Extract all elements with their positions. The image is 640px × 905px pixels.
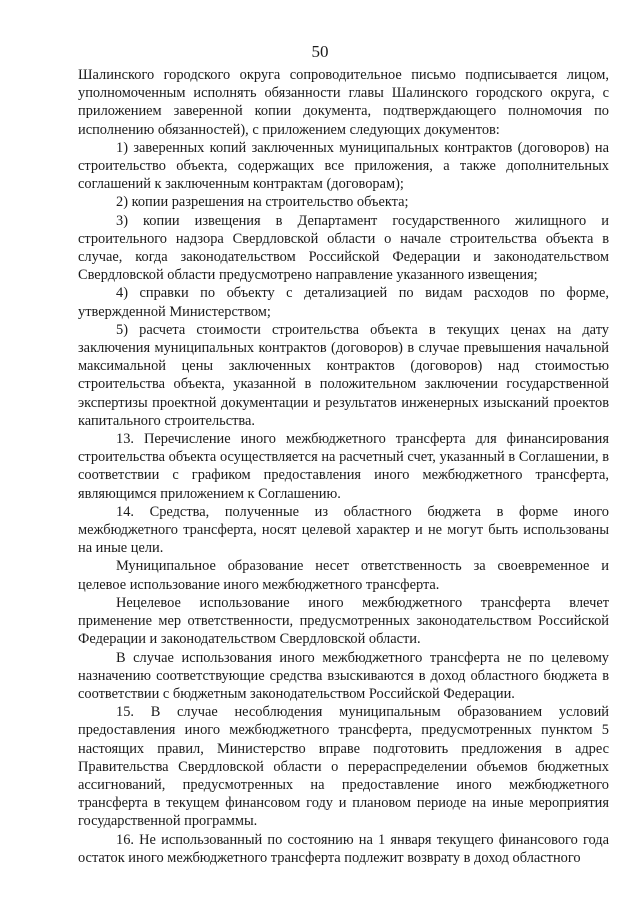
paragraph: 5) расчета стоимости строительства объекта в текущих ценах на дату заключения муниципальных контрактов (договоров) в случае превышения начальной максимальной цены заключенных контрактов (договоров) над стоимостью строительства объекта, указанной в положительном заключении государственной экспертизы проектной документации и результатов инженерных изысканий проектов капитального строительства. (78, 321, 609, 429)
paragraph: Шалинского городского округа сопроводительное письмо подписывается лицом, уполномоченным исполнять обязанности главы Шалинского городского округа, с приложением заверенной копии документа, подтверждающего полномочия по исполнению обязанностей), с приложением следующих документов: (78, 67, 609, 138)
paragraph: 16. Не использованный по состоянию на 1 января текущего финансового года остаток иного межбюджетного трансферта подлежит возврату в доход областного (78, 831, 609, 866)
paragraph: В случае использования иного межбюджетного трансферта не по целевому назначению соответствующие средства взыскиваются в доход областного бюджета в соответствии с бюджетным законодательством Российской Федерации. (78, 649, 609, 702)
paragraph: 15. В случае несоблюдения муниципальным образованием условий предоставления иного межбюджетного трансферта, предусмотренных пунктом 5 настоящих правил, Министерство вправе подготовить предложения в адрес Правительства Свердловской области о перераспределении объемов бюджетных ассигнований, предусмотренных на предоставление иного межбюджетного трансферта в текущем финансовом году и плановом периоде на иные мероприятия государственной программы. (78, 704, 609, 830)
page-number: 50 (311, 42, 329, 61)
paragraph: Муниципальное образование несет ответственность за своевременное и целевое использование иного межбюджетного трансферта. (78, 558, 609, 593)
paragraph: 1) заверенных копий заключенных муниципальных контрактов (договоров) на строительство объекта, содержащих все приложения, а также дополнительных соглашений к заключенным контрактам (договорам); (78, 139, 609, 193)
document-body (78, 66, 609, 867)
paragraph: 2) копии разрешения на строительство объекта; (116, 194, 409, 211)
paragraph: 4) справки по объекту с детализацией по видам расходов по форме, утвержденной Министерством; (78, 285, 609, 320)
paragraph: Нецелевое использование иного межбюджетного трансферта влечет применение мер ответственности, предусмотренных законодательством Российской Федерации и законодательством Свердловской области. (78, 594, 609, 648)
paragraph: 13. Перечисление иного межбюджетного трансферта для финансирования строительства объекта осуществляется на расчетный счет, указанный в Соглашении, в соответствии с графиком предоставления иного межбюджетного трансферта, являющимся приложением к Соглашению. (78, 431, 609, 502)
paragraph: 3) копии извещения в Департамент государственного жилищного и строительного надзора Свердловской области о начале строительства объекта в случае, когда законодательством Российской Федерации и законодательством Свердловской области предусмотрено направление указанного извещения; (78, 212, 609, 284)
paragraph: 14. Средства, полученные из областного бюджета в форме иного межбюджетного трансферта, носят целевой характер и не могут быть использованы на иные цели. (78, 503, 609, 557)
